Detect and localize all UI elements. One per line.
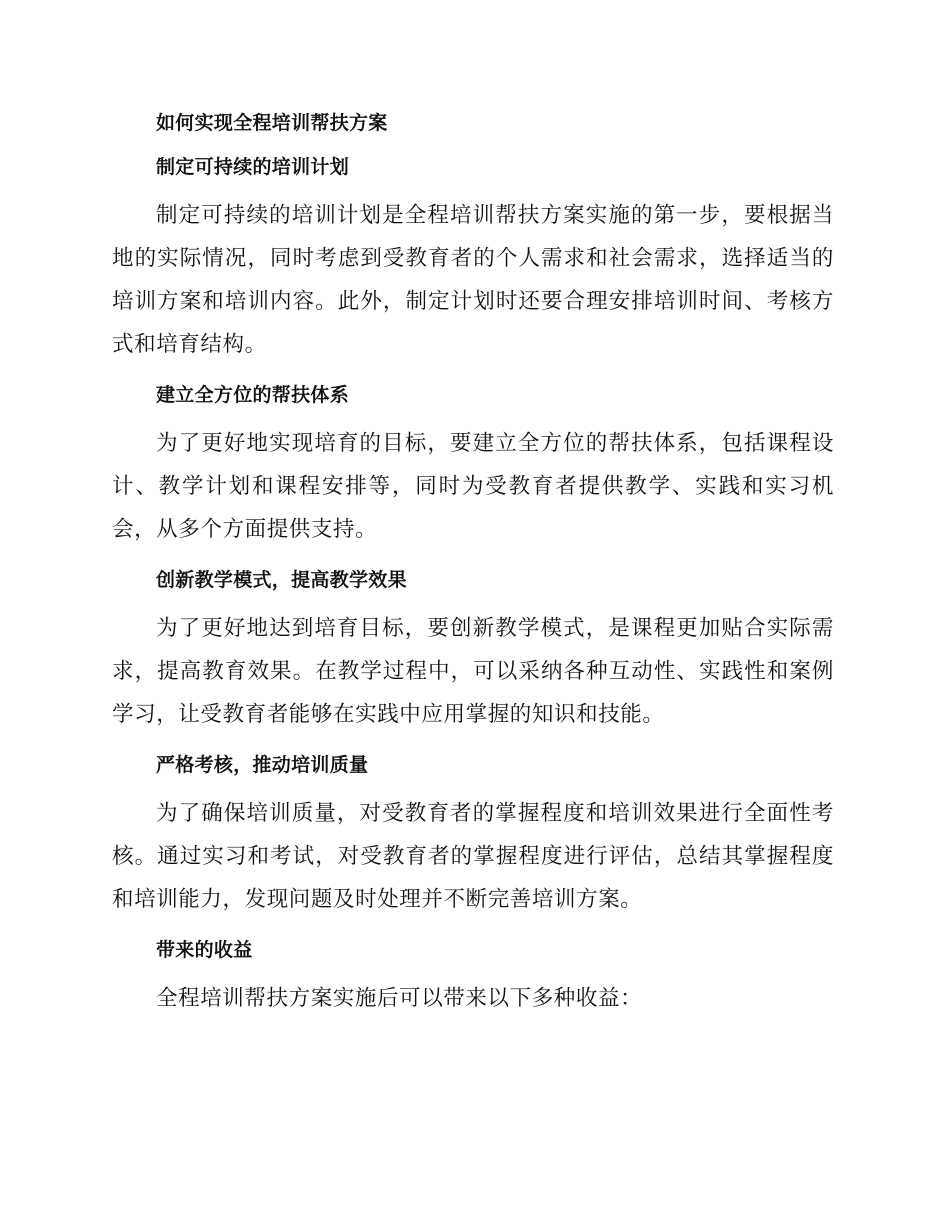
section-heading: 带来的收益	[156, 939, 253, 961]
section-heading: 严格考核，推动培训质量	[156, 754, 369, 776]
section-heading: 建立全方位的帮扶体系	[156, 384, 350, 406]
section-paragraph: 为了更好地达到培育目标，要创新教学模式，是课程更加贴合实际需求，提高教育效果。在教学过程中，可以采纳各种互动性、实践性和案例学习，让受教育者能够在实践中应用掌握的知识和技能。	[112, 616, 834, 727]
document-title: 如何实现全程培训帮扶方案	[156, 112, 388, 134]
section-heading: 创新教学模式，提高教学效果	[156, 569, 407, 591]
document-page	[112, 108, 834, 1020]
section-paragraph: 为了确保培训质量，对受教育者的掌握程度和培训效果进行全面性考核。通过实习和考试，对受教育者的掌握程度进行评估，总结其掌握程度和培训能力，发现问题及时处理并不断完善培训方案。	[112, 801, 834, 912]
section-paragraph: 为了更好地实现培育的目标，要建立全方位的帮扶体系，包括课程设计、教学计划和课程安排等，同时为受教育者提供教学、实践和实习机会，从多个方面提供支持。	[112, 431, 834, 542]
section-paragraph: 全程培训帮扶方案实施后可以带来以下多种收益：	[156, 986, 643, 1011]
section-paragraph: 制定可持续的培训计划是全程培训帮扶方案实施的第一步，要根据当地的实际情况，同时考虑到受教育者的个人需求和社会需求，选择适当的培训方案和培训内容。此外，制定计划时还要合理安排培训时间、考核方式和培育结构。	[112, 203, 834, 357]
section-heading: 制定可持续的培训计划	[156, 156, 350, 178]
